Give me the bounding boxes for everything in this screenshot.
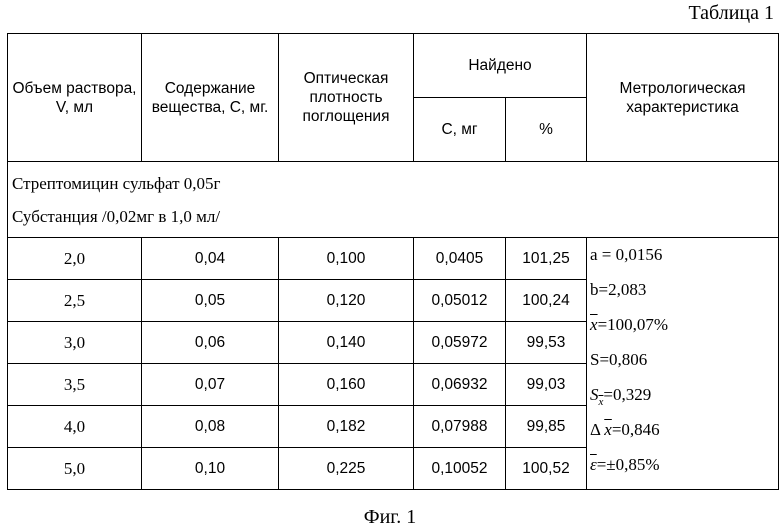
epsilon-symbol: $\overline{\varepsilon}$: [590, 455, 597, 474]
cell-percent: 99,03: [506, 364, 587, 406]
metrology-epsilon: [590, 450, 775, 485]
table-row: [8, 238, 779, 280]
cell-optical: 0,120: [279, 280, 414, 322]
section-row: [8, 162, 779, 238]
cell-content: 0,05: [142, 280, 279, 322]
cell-c-mg: 0,0405: [414, 238, 506, 280]
mean-value: =100,07%: [597, 315, 669, 334]
mean-symbol: $\overline{x}$: [590, 315, 598, 334]
cell-content: 0,08: [142, 406, 279, 448]
cell-optical: 0,100: [279, 238, 414, 280]
cell-c-mg: 0,06932: [414, 364, 506, 406]
table-caption: Таблица 1: [688, 2, 774, 24]
cell-volume: 3,0: [8, 322, 142, 364]
cell-volume: 2,0: [8, 238, 142, 280]
cell-optical: 0,225: [279, 448, 414, 490]
cell-content: 0,07: [142, 364, 279, 406]
header-metrology: Метрологическая характеристика: [587, 34, 779, 162]
cell-c-mg: 0,07988: [414, 406, 506, 448]
sx-value: =0,329: [603, 385, 652, 404]
metrology-cell: [587, 238, 779, 490]
cell-volume: 4,0: [8, 406, 142, 448]
header-found-c-mg: С, мг: [414, 98, 506, 162]
cell-c-mg: 0,10052: [414, 448, 506, 490]
delta-symbol: Δ: [590, 420, 601, 439]
cell-percent: 100,24: [506, 280, 587, 322]
header-content: Содержание вещества, С, мг.: [142, 34, 279, 162]
metrology-sx: [590, 380, 775, 415]
results-table: [7, 33, 779, 490]
header-volume: Объем раствора, V, мл: [8, 34, 142, 162]
cell-percent: 99,85: [506, 406, 587, 448]
cell-percent: 99,53: [506, 322, 587, 364]
cell-content: 0,06: [142, 322, 279, 364]
cell-content: 0,10: [142, 448, 279, 490]
header-found-percent: %: [506, 98, 587, 162]
cell-volume: 5,0: [8, 448, 142, 490]
cell-c-mg: 0,05972: [414, 322, 506, 364]
metrology-s: S=0,806: [590, 350, 648, 369]
cell-volume: 3,5: [8, 364, 142, 406]
figure-caption: Фиг. 1: [363, 506, 417, 528]
metrology-a: a = 0,0156: [590, 245, 663, 264]
delta-x-symbol: $\overline{x}$: [604, 420, 612, 439]
metrology-delta-x: [590, 415, 775, 450]
cell-volume: 2,5: [8, 280, 142, 322]
cell-content: 0,04: [142, 238, 279, 280]
cell-optical: 0,160: [279, 364, 414, 406]
cell-optical: 0,182: [279, 406, 414, 448]
metrology-mean: [590, 310, 775, 345]
epsilon-value: =±0,85%: [596, 455, 660, 474]
metrology-b: b=2,083: [590, 280, 647, 299]
cell-percent: 100,52: [506, 448, 587, 490]
delta-x-value: =0,846: [611, 420, 660, 439]
cell-c-mg: 0,05012: [414, 280, 506, 322]
section-line-2: Субстанция /0,02мг в 1,0 мл/: [12, 207, 221, 226]
header-optical-density: Оптическая плотность поглощения: [279, 34, 414, 162]
sx-symbol: S: [590, 385, 599, 404]
section-description: [8, 162, 779, 238]
cell-percent: 101,25: [506, 238, 587, 280]
cell-optical: 0,140: [279, 322, 414, 364]
sx-subscript: x: [598, 396, 604, 408]
section-line-1: Стрептомицин сульфат 0,05г: [12, 174, 221, 193]
header-found: Найдено: [414, 34, 587, 98]
